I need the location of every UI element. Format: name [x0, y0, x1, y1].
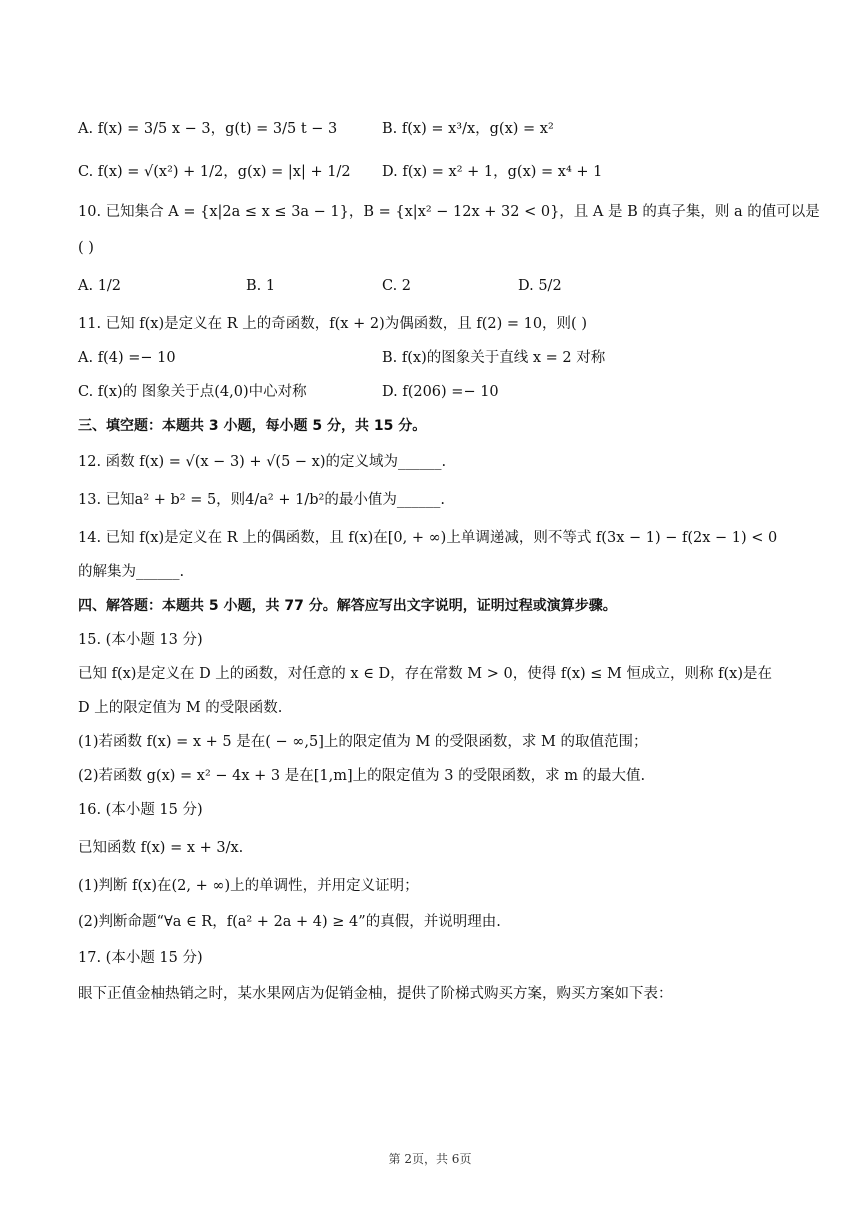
q14-line2: 的解集为______. [78, 564, 185, 580]
q12: 12. 函数 f(x) = √(x − 3) + √(5 − x)的定义域为______. [78, 454, 447, 470]
q10-option-c: C. 2 [382, 278, 412, 294]
q9-option-b: B. f(x) = x³/x，g(x) = x² [382, 121, 554, 137]
q9-option-a: A. f(x) = 3/5 x − 3，g(t) = 3/5 t − 3 [78, 121, 338, 137]
q15-head: 15. (本小题 13 分) [78, 632, 203, 648]
q11-option-c: C. f(x)的 图象关于点(4,0)中心对称 [78, 384, 307, 400]
q11-option-a: A. f(4) =− 10 [78, 350, 176, 366]
q9-option-d: D. f(x) = x² + 1，g(x) = x⁴ + 1 [382, 164, 603, 180]
q9-option-c: C. f(x) = √(x²) + 1/2，g(x) = |x| + 1/2 [78, 164, 351, 180]
q16-stem: 已知函数 f(x) = x + 3/x. [78, 840, 244, 856]
q15-line1: 已知 f(x)是定义在 D 上的函数，对任意的 x ∈ D，存在常数 M > 0，使得 f(x) ≤ M 恒成立，则称 f(x)是在 [78, 666, 772, 682]
page-footer: 第 2页，共 6页 [388, 1152, 472, 1166]
q15-part1: (1)若函数 f(x) = x + 5 是在( − ∞,5]上的限定值为 M 的受限函数，求 M 的取值范围； [78, 734, 648, 750]
q11-option-d: D. f(206) =− 10 [382, 384, 499, 400]
q16-part1: (1)判断 f(x)在(2, + ∞)上的单调性，并用定义证明； [78, 878, 419, 894]
q17-stem: 眼下正值金柚热销之时，某水果网店为促销金柚，提供了阶梯式购买方案，购买方案如下表： [78, 986, 673, 1002]
q15-line2: D 上的限定值为 M 的受限函数. [78, 700, 283, 716]
q11-option-b: B. f(x)的图象关于直线 x = 2 对称 [382, 350, 606, 366]
q14-line1: 14. 已知 f(x)是定义在 R 上的偶函数，且 f(x)在[0, + ∞)上单调递减，则不等式 f(3x − 1) − f(2x − 1) < 0 [78, 530, 778, 546]
q16-part2: (2)判断命题“∀a ∈ R，f(a² + 2a + 4) ≥ 4”的真假，并说明理由. [78, 914, 501, 930]
q10-option-d: D. 5/2 [518, 278, 562, 294]
q16-head: 16. (本小题 15 分) [78, 802, 203, 818]
q13: 13. 已知a² + b² = 5，则4/a² + 1/b²的最小值为______. [78, 492, 445, 508]
q15-part2: (2)若函数 g(x) = x² − 4x + 3 是在[1,m]上的限定值为 3 的受限函数，求 m 的最大值. [78, 768, 646, 784]
q10-option-b: B. 1 [246, 278, 276, 294]
section-4-heading: 四、解答题：本题共 5 小题，共 77 分。解答应写出文字说明，证明过程或演算步骤。 [78, 598, 617, 614]
q10-paren: ( ) [78, 240, 94, 256]
section-3-heading: 三、填空题：本题共 3 小题，每小题 5 分，共 15 分。 [78, 418, 427, 434]
q10-option-a: A. 1/2 [78, 278, 122, 294]
q17-head: 17. (本小题 15 分) [78, 950, 203, 966]
q11-stem: 11. 已知 f(x)是定义在 R 上的奇函数，f(x + 2)为偶函数，且 f(2) = 10，则( ) [78, 316, 587, 332]
q10-stem: 10. 已知集合 A = {x|2a ≤ x ≤ 3a − 1}，B = {x|x² − 12x + 32 < 0}，且 A 是 B 的真子集，则 a 的值可以是 [78, 204, 820, 220]
